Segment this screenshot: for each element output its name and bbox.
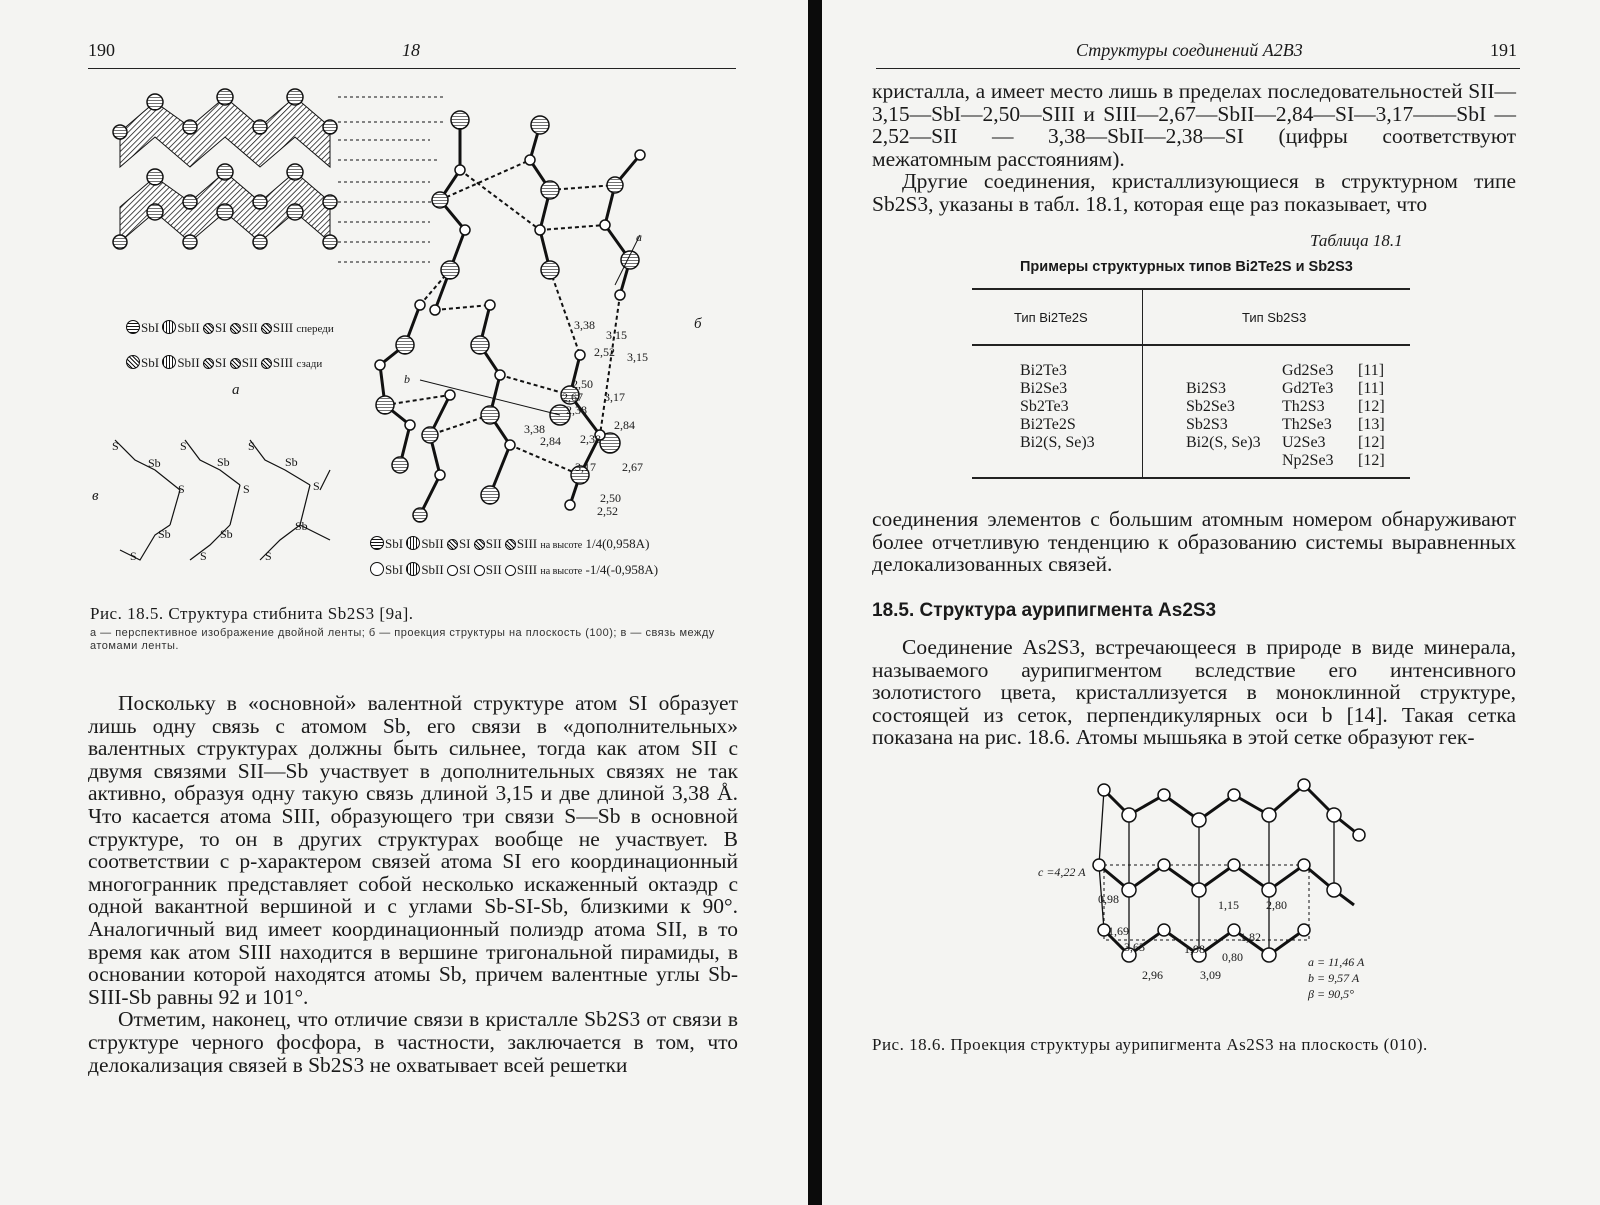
svg-text:Sb: Sb	[217, 455, 230, 469]
table-cell: U2Se3	[1282, 434, 1326, 451]
legend-back: SbI SbII SI SII SIII сзади	[126, 355, 322, 371]
figure-1-caption: Рис. 18.5. Структура стибнита Sb2S3 [9a].	[90, 604, 414, 623]
svg-text:S: S	[243, 482, 250, 496]
fig1-label-a: а	[232, 382, 240, 398]
figure-1-subcaption: а — перспективное изображение двойной ленты; б — проекция структуры на плоскость (100); в — связь между атомами ленты.	[90, 627, 715, 652]
fig1-dist-16: 2,52	[597, 504, 618, 518]
fig1-label-b: б	[694, 316, 702, 332]
table-cell: Th2Se3	[1282, 416, 1332, 433]
svg-text:S: S	[313, 479, 320, 493]
chapter-number: 18	[402, 40, 420, 60]
table-col-2b	[1282, 362, 1334, 470]
figure-2-caption: Рис. 18.6. Проекция структуры аурипигмента As2S3 на плоскость (010).	[872, 1035, 1428, 1054]
table-col-refs	[1358, 362, 1385, 470]
fig2-c-label: c =4,22 A	[1038, 865, 1086, 879]
fig2-dist-10: 3,09	[1200, 968, 1221, 982]
fig1-dist-4: 3,15	[627, 350, 648, 364]
table-cell: Bi2Se3	[1020, 380, 1068, 397]
left-body-text	[88, 692, 738, 1076]
legend-height-negative: SbI SbII SI SII SIII на высоте -1/4(-0,958A)	[370, 562, 658, 578]
fig2-dist-6: 3,63	[1124, 940, 1145, 954]
fig1-marker-b: b	[404, 372, 410, 386]
right-body-top	[872, 80, 1516, 216]
table-cell: Bi2Te2S	[1020, 416, 1076, 433]
legend-height-positive: SbI SbII SI SII SIII на высоте 1/4(0,958A)	[370, 536, 649, 552]
table-header-1: Тип Bi2Te2S	[1014, 310, 1088, 325]
svg-text:Sb: Sb	[285, 455, 298, 469]
fig2-dist-5: 1,82	[1240, 930, 1261, 944]
svg-text:S: S	[178, 482, 185, 496]
table-cell: [12]	[1358, 434, 1385, 451]
right-paragraph-3: соединения элементов с большим атомным номером обнаруживают более отчетливую тенденцию к образованию системы выравненных делокализованных связей.	[872, 507, 1516, 577]
fig1-dist-10: 2,84	[614, 418, 635, 432]
fig1-dist-11: 2,38	[580, 432, 601, 446]
table-header-2: Тип Sb2S3	[1242, 310, 1307, 325]
page-number-right: 191	[1490, 40, 1517, 60]
left-paragraph-1: Поскольку в «основной» валентной структуре атом SI образует лишь одну связь с атомом Sb, его связи в «дополнительных» валентных структурах должны быть сильнее, тогда как атом SII с двумя связями SII—Sb участвует в дополнительных связях не так активно, образуя одну такую связь длиной 3,15 и две длиной 3,38 Å. Что касается атома SIII, образующего три связи S—Sb в основной структуре, то он в других структурах вообще не участвует. В соответствии с p-характером связей атома SI его координационный многогранник представляет собой несколько искаженный октаэдр с одной вакантной вершиной и с углами Sb-SI-Sb, близкими к 90°. Аналогичный вид имеет координационный полиэдр атома SII, в то время как атом SIII находится в вершине тригональной пирамиды, в основании которой находятся атомы Sb, причем валентные углы Sb-SIII-Sb равны 92 и 101°.	[88, 691, 738, 1009]
table-cell: Th2S3	[1282, 398, 1325, 415]
fig1-dist-8: 2,38	[566, 403, 587, 417]
fig1-dist-7: 3,17	[604, 390, 625, 404]
table-cell: Bi2(S, Se)3	[1020, 434, 1095, 451]
table-cell: Bi2S3	[1186, 380, 1227, 397]
svg-text:Sb: Sb	[148, 456, 161, 470]
svg-text:S: S	[112, 439, 119, 453]
fig1-dist-14: 2,67	[622, 460, 643, 474]
svg-text:S: S	[130, 549, 137, 563]
table-cell: [11]	[1358, 362, 1385, 379]
figure-stibnite-bonds	[100, 430, 360, 570]
table-cell: [13]	[1358, 416, 1385, 433]
table-cell: Sb2Se3	[1186, 398, 1235, 415]
book-spine	[808, 0, 822, 1205]
right-paragraph-4: Соединение As2S3, встречающееся в природе в виде минерала, называемого аурипигментом вследствие его интенсивного золотистого цвета, кристаллизуется в моноклинной структуре, состоящей из сеток, перпендикулярных оси b [14]. Такая сетка показана на рис. 18.6. Атомы мышьяка в этой сетке образуют гек-	[872, 635, 1516, 750]
right-paragraph-2: Другие соединения, кристаллизующиеся в структурном типе Sb2S3, указаны в табл. 18.1, которая еще раз показывает, что	[872, 169, 1516, 216]
fig2-dist-2: 1,15	[1218, 898, 1239, 912]
fig2-dist-8: 0,80	[1222, 950, 1243, 964]
running-title: Структуры соединений A2B3	[1076, 40, 1303, 60]
fig1-dist-1: 3,38	[574, 318, 595, 332]
table-cell: Np2Se3	[1282, 452, 1334, 469]
svg-text:S: S	[265, 549, 272, 563]
fig1-dist-15: 2,50	[600, 491, 621, 505]
header-rule-left	[88, 68, 736, 69]
svg-text:Sb: Sb	[158, 527, 171, 541]
left-paragraph-2: Отметим, наконец, что отличие связи в кристалле Sb2S3 от связи в структуре черного фосфора, в частности, заключается в том, что делокализация связей в Sb2S3 не охватывает всей решетки	[88, 1007, 738, 1077]
table-cell: Gd2Te3	[1282, 380, 1334, 397]
svg-text:Sb: Sb	[220, 527, 233, 541]
page-number-left: 190	[88, 40, 115, 60]
svg-text:S: S	[200, 549, 207, 563]
fig2-params: a = 11,46 A b = 9,57 A β = 90,5°	[1308, 955, 1365, 1001]
fig1-dist-12: 2,84	[540, 434, 561, 448]
table-cell: Bi2Te3	[1020, 362, 1067, 379]
fig2-dist-9: 2,96	[1142, 968, 1163, 982]
table-cell: [12]	[1358, 398, 1385, 415]
table-label: Таблица 18.1	[1310, 231, 1403, 250]
table-col-1	[1020, 362, 1095, 452]
fig1-dist-6: 2,67	[562, 390, 583, 404]
fig1-marker-a: a	[636, 230, 642, 244]
fig1-label-c: в	[92, 488, 99, 504]
table-cell: Sb2Te3	[1020, 398, 1069, 415]
table-cell: Sb2S3	[1186, 416, 1228, 433]
fig1-dist-3: 2,52	[594, 345, 615, 359]
fig2-dist-3: 2,80	[1266, 898, 1287, 912]
table-cell: [12]	[1358, 452, 1385, 469]
section-heading: 18.5. Структура аурипигмента As2S3	[872, 600, 1217, 621]
table-cell: [11]	[1358, 380, 1385, 397]
legend-front: SbI SbII SI SII SIII спереди	[126, 320, 334, 336]
fig1-dist-5: 2,50	[572, 377, 593, 391]
table-caption: Примеры структурных типов Bi2Te2S и Sb2S3	[1020, 259, 1353, 275]
fig2-dist-1: 0,98	[1098, 892, 1119, 906]
right-paragraph-1: кристалла, а имеет место лишь в пределах последовательностей SII—3,15—SbI—2,50—SIII и SIII—2,67—SbII—2,84—SI—3,17——SbI — 2,52—SII — 3,38—SbII—2,38—SI (цифры соответствуют межатомным расстояниям).	[872, 79, 1516, 171]
table-cell: Bi2(S, Se)3	[1186, 434, 1261, 451]
fig2-dist-4: 1,69	[1108, 924, 1129, 938]
table-cell: Gd2Se3	[1282, 362, 1334, 379]
fig2-dist-7: 1,98	[1184, 942, 1205, 956]
right-page	[824, 0, 1600, 1205]
svg-text:S: S	[248, 439, 255, 453]
table-col-2a	[1186, 380, 1261, 452]
fig1-dist-13: 3,17	[575, 460, 596, 474]
fig1-dist-9: 3,38	[524, 422, 545, 436]
svg-text:S: S	[180, 439, 187, 453]
header-rule-right	[876, 68, 1520, 69]
fig1-dist-2: 3,15	[606, 328, 627, 342]
svg-text:Sb: Sb	[295, 519, 308, 533]
